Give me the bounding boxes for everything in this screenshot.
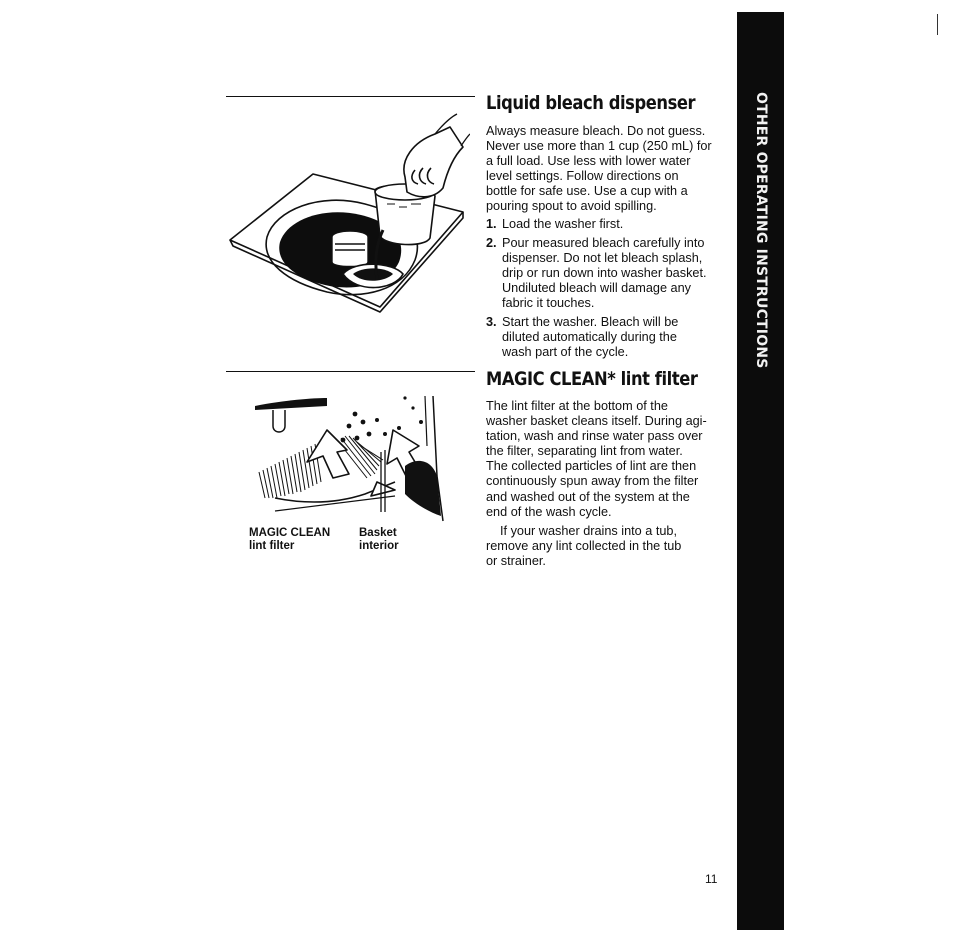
bleach-intro-line: bottle for safe use. Use a cup with a bbox=[486, 184, 688, 199]
bleach-step-1: 1. Load the washer first. bbox=[486, 216, 624, 231]
lint-section-body bbox=[486, 399, 731, 569]
lint-para2-line: If your washer drains into a tub, bbox=[500, 523, 678, 538]
bleach-intro-line: level settings. Follow directions on bbox=[486, 169, 679, 184]
step-number: 1. bbox=[486, 216, 497, 231]
side-tab-label: OTHER OPERATING INSTRUCTIONS bbox=[753, 92, 769, 369]
step-number: 2. bbox=[486, 235, 497, 250]
caption-basket-interior: Basket interior bbox=[359, 527, 399, 552]
bleach-intro-line: Never use more than 1 cup (250 mL) for bbox=[486, 139, 712, 154]
page-number: 11 bbox=[705, 872, 718, 886]
bleach-intro-line: Always measure bleach. Do not guess. bbox=[486, 124, 706, 138]
lint-para1-line: end of the wash cycle. bbox=[486, 504, 612, 519]
bleach-steps-list bbox=[486, 217, 731, 361]
lint-para1-line: the filter, separating lint from water. bbox=[486, 444, 683, 459]
bleach-section-body bbox=[486, 124, 731, 364]
margin-mark bbox=[937, 14, 938, 35]
lint-para2-line: remove any lint collected in the tub bbox=[486, 538, 682, 553]
bleach-pour-illustration bbox=[225, 112, 470, 327]
lint-para1-line: tation, wash and rinse water pass over bbox=[486, 429, 703, 444]
lint-para1-line: washer basket cleans itself. During agi- bbox=[486, 414, 707, 429]
section-rule-top-left bbox=[226, 96, 475, 97]
bleach-step-3: 3. Start the washer. Bleach will be diluted automatically during the wash part of the cycle. bbox=[486, 315, 679, 360]
lint-para1-line: and washed out of the system at the bbox=[486, 489, 690, 504]
heading-magic-clean-lint-filter: MAGIC CLEAN* lint filter bbox=[486, 368, 698, 390]
heading-liquid-bleach-dispenser: Liquid bleach dispenser bbox=[486, 92, 696, 114]
section-rule-mid-left bbox=[226, 371, 475, 372]
lint-filter-illustration bbox=[245, 386, 460, 526]
lint-para1-line: continuously spun away from the filter bbox=[486, 474, 699, 489]
lint-para1-line: The lint filter at the bottom of the bbox=[486, 399, 668, 413]
lint-para1-line: The collected particles of lint are then bbox=[486, 459, 697, 474]
bleach-intro-line: a full load. Use less with lower water bbox=[486, 154, 691, 169]
lint-para2-line: or strainer. bbox=[486, 553, 546, 568]
bleach-step-2: 2. Pour measured bleach carefully into dispenser. Do not let bleach splash, drip or run down into washer basket. Undiluted bleach will damage any fabric it touches. bbox=[486, 235, 707, 311]
step-number: 3. bbox=[486, 315, 497, 330]
caption-magic-clean-filter: MAGIC CLEAN lint filter bbox=[249, 527, 331, 552]
bleach-intro-line: pouring spout to avoid spilling. bbox=[486, 199, 657, 214]
